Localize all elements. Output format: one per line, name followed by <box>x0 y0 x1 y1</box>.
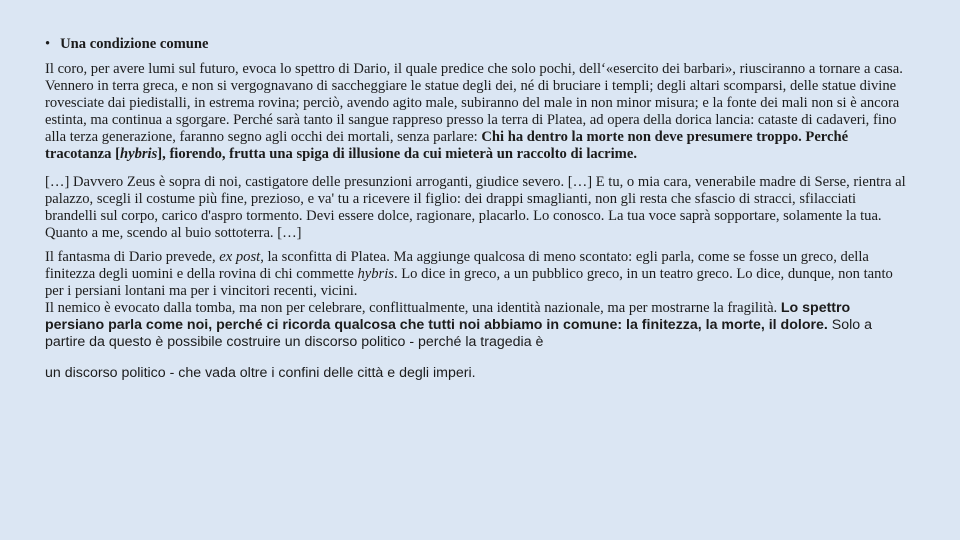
paragraph-intro <box>45 61 910 78</box>
bullet-heading <box>45 36 910 53</box>
bullet-dot: • <box>45 36 51 52</box>
paragraph-quote-2-end <box>45 225 910 242</box>
quote-1-bold: Chi ha dentro la morte non deve presumere troppo. Perché tracotanza [hybris], fiorendo, frutta una spiga di illusione da cui mieterà un raccolto di lacrime. <box>45 129 849 162</box>
intro-text: Il coro, per avere lumi sul futuro, evoca lo spettro di Dario, il quale predice che solo pochi, dell‘«esercito dei barbari», riusciranno a tornare a casa. <box>45 61 903 77</box>
paragraph-commentary-2: Il nemico è evocato dalla tomba, ma non per celebrare, conflittualmente, una identità nazionale, ma per mostrarne la fragilità. Lo spettro persiano parla come noi, perché ci ricorda qualcosa che tutti noi abbiamo in comune: la finitezza, la morte, il dolore. Solo a partire da questo è possibile costruire un discorso politico - perché la tragedia è <box>45 300 873 350</box>
paragraph-quote-2 <box>45 174 910 225</box>
quote-2-text: […] Davvero Zeus è sopra di noi, castigatore delle presunzioni arroganti, giudice severo. […] E tu, o mia cara, venerabile madre di Serse, rientra al palazzo, scegli il costume più fine, prezioso, e va' tu a ricevere il figlio: dei drappi smaglianti, non gli resta che sfascio di stracci, sfilacciati brandelli sul corpo, carico d'aspro tormento. Devi essere dolce, ragionare, placarlo. Lo conosco. La tua voce saprà sopportare, solamente la tua. <box>45 174 906 224</box>
quote-1-text: Vennero in terra greca, e non si vergognavano di saccheggiare le statue degli dei, né di bruciare i templi; degli altari scomparsi, delle statue divine rovesciate dai piedistalli, in estrema rovina; perciò, avendo agito male, subiranno del male in non minor misura; e la fonte dei mali non si è ancora estinta, ma continua a sgorgare. Perché sarà tanto il sangue rappreso presso la terra di Platea, ad opera della dorica lancia: cataste di cadaveri, fino alla terza generazione, faranno segno agli occhi dei mortali, senza parlare: <box>45 78 900 145</box>
heading-text: Una condizione comune <box>60 36 209 52</box>
commentary-bold: Lo spettro persiano parla come noi, perché ci ricorda qualcosa che tutti noi abbiamo in comune: la finitezza, la morte, il dolore. <box>45 300 851 333</box>
quote-2-end-text: Quanto a me, scendo al buio sottoterra. […] <box>45 225 302 241</box>
paragraph-quote-1 <box>45 78 910 163</box>
slide-text-body <box>45 36 910 382</box>
hybris-term: hybris <box>119 146 158 162</box>
paragraph-final-line: un discorso politico - che vada oltre i confini delle città e degli imperi. <box>45 365 476 381</box>
paragraph-commentary: Il fantasma di Dario prevede, ex post, la sconfitta di Platea. Ma aggiunge qualcosa di meno scontato: egli parla, come se fosse un greco, della finitezza degli uomini e della rovina di chi commette hybris. Lo dice in greco, a un pubblico greco, in un teatro greco. Lo dice, dunque, non tanto per i persiani lontani ma per i vincitori recenti, vicini. <box>45 249 893 299</box>
hybris-term-2: hybris <box>357 266 394 282</box>
ex-post-term: ex post <box>219 249 261 265</box>
